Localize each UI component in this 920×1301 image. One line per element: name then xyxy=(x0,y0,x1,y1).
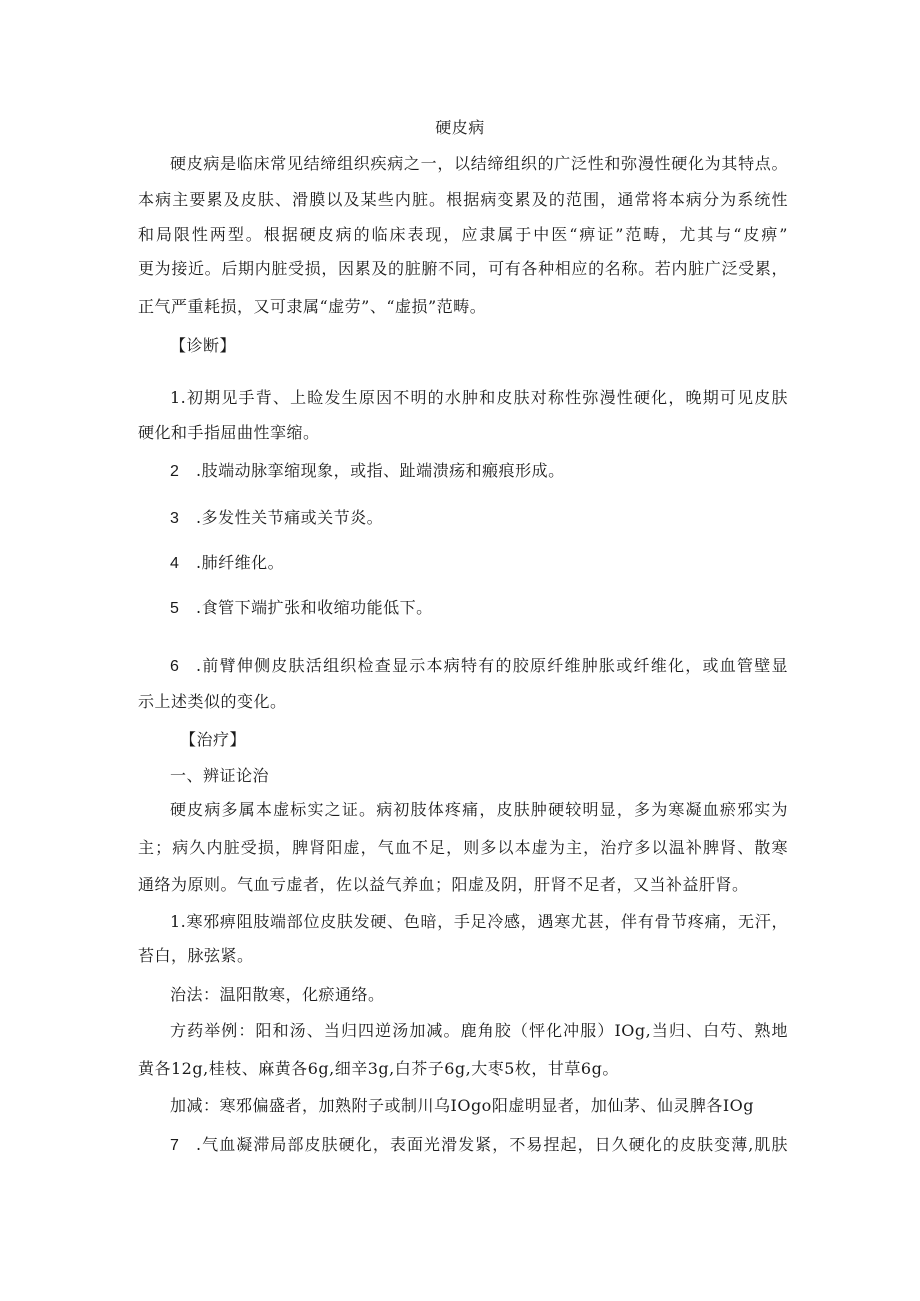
intro-line: 正气严重耗损，又可隶属“虚劳”、“虚损”范畴。 xyxy=(138,297,487,316)
treatment-item-7 xyxy=(170,1135,788,1156)
intro-line: 和局限性两型。根据硬皮病的临床表现，应隶属于中医“痹证”范畴，尤其与“皮痹” xyxy=(138,225,788,244)
treatment-method: 治法：温阳散寒，化瘀通络。 xyxy=(170,985,385,1004)
treatment-intro-line: 通络为原则。气血亏虚者，佐以益气养血；阳虚及阴，肝肾不足者，又当补益肝肾。 xyxy=(138,875,749,894)
item-text: .气血凝滞局部皮肤硬化，表面光滑发紧，不易捏起，日久硬化的皮肤变薄,肌肤 xyxy=(196,1135,788,1154)
treatment-recipe: 方药举例：阳和汤、当归四逆汤加减。鹿角胶（怦化冲服）IOg,当归、白芍、熟地 xyxy=(170,1021,788,1040)
item-text: .肺纤维化。 xyxy=(196,553,285,572)
item-number: 7 xyxy=(170,1137,180,1154)
treatment-intro-line: 硬皮病多属本虚标实之证。病初肢体疼痛，皮肤肿硬较明显，多为寒凝血瘀邪实为 xyxy=(170,800,788,819)
treatment-intro-line: 主；病久内脏受损，脾肾阳虚，气血不足，则多以本虚为主，治疗多以温补脾肾、散寒 xyxy=(138,838,788,857)
diagnosis-item-3 xyxy=(170,508,788,529)
diagnosis-item-2 xyxy=(170,461,788,482)
item-text: .前臂伸侧皮肤活组织检查显示本病特有的胶原纤维肿胀或纤维化，或血管壁显 xyxy=(196,656,788,675)
section-heading: 一、辨证论治 xyxy=(170,766,270,785)
diagnosis-item-5 xyxy=(170,598,788,619)
diagnosis-item-1: 1.初期见手背、上睑发生原因不明的水肿和皮肤对称性弥漫性硬化，晚期可见皮肤 xyxy=(170,388,788,407)
intro-line: 更为接近。后期内脏受损，因累及的脏腑不同，可有各种相应的名称。若内脏广泛受累， xyxy=(138,259,788,278)
treatment-heading: 【治疗】 xyxy=(180,730,247,749)
treatment-item-1: 1.寒邪痹阻肢端部位皮肤发硬、色暗，手足冷感，遇寒尤甚，伴有骨节疼痛，无汗， xyxy=(170,912,788,931)
document-title: 硬皮病 xyxy=(435,118,485,137)
item-number: 4 xyxy=(170,555,180,572)
item-text: .肢端动脉挛缩现象，或指、趾端溃疡和瘢痕形成。 xyxy=(196,461,565,480)
diagnosis-item-4 xyxy=(170,553,788,574)
item-number: 6 xyxy=(170,658,180,675)
intro-line: 本病主要累及皮肤、滑膜以及某些内脏。根据病变累及的范围，通常将本病分为系统性 xyxy=(138,190,788,209)
item-number: 5 xyxy=(170,600,180,617)
item-number: 2 xyxy=(170,463,180,480)
item-number: 3 xyxy=(170,510,180,527)
treatment-modification: 加减：寒邪偏盛者，加熟附子或制川乌IOgo阳虚明显者，加仙茅、仙灵脾各IOg xyxy=(170,1096,754,1115)
intro-line: 硬皮病是临床常见结缔组织疾病之一，以结缔组织的广泛性和弥漫性硬化为其特点。 xyxy=(170,154,788,173)
diagnosis-heading: 【诊断】 xyxy=(170,336,237,355)
item-text: .食管下端扩张和收缩功能低下。 xyxy=(196,598,433,617)
diagnosis-item-6-cont: 示上述类似的变化。 xyxy=(138,692,287,711)
treatment-recipe-cont: 黄各12g,桂枝、麻黄各6g,细辛3g,白芥子6g,大枣5枚，甘草6g。 xyxy=(138,1059,619,1078)
diagnosis-item-1-cont: 硬化和手指屈曲性挛缩。 xyxy=(138,423,320,442)
item-text: .多发性关节痛或关节炎。 xyxy=(196,508,384,527)
diagnosis-item-6 xyxy=(170,656,788,677)
treatment-item-1-cont: 苔白，脉弦紧。 xyxy=(138,946,254,965)
